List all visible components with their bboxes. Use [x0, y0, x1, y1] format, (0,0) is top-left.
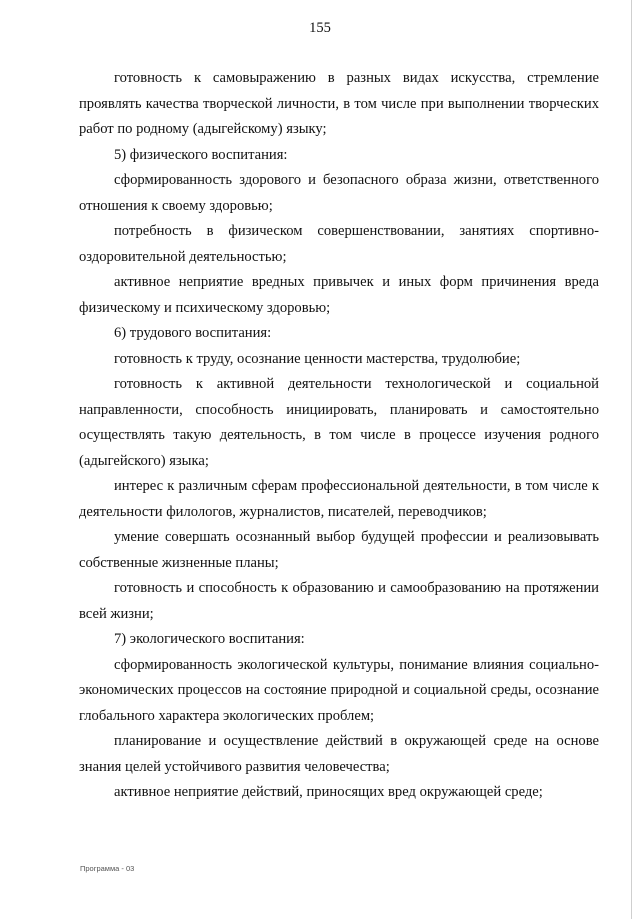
section-heading-physical: 5) физического воспитания: — [114, 146, 288, 163]
footer-label: Программа - 03 — [80, 864, 135, 873]
paragraph: готовность к труду, осознание ценности мастерства, трудолюбие; — [114, 350, 521, 367]
paragraph: активное неприятие действий, приносящих вред окружающей среде; — [114, 784, 543, 800]
page-edge-line — [631, 0, 632, 919]
paragraph: готовность к активной деятельности технологической и социальной направленности, способность инициировать, планировать и самостоятельно осуществлять такую деятельность, в том числе в процессе изучения родного (адыгейского) языка; — [79, 376, 599, 469]
paragraph: активное неприятие вредных привычек и иных форм причинения вреда физическому и психическому здоровью; — [79, 274, 599, 316]
paragraph: готовность и способность к образованию и самообразованию на протяжении всей жизни; — [79, 580, 599, 622]
paragraph: умение совершать осознанный выбор будущей профессии и реализовывать собственные жизненные планы; — [79, 529, 599, 571]
section-heading-ecological: 7) экологического воспитания: — [114, 631, 305, 647]
section-heading-labor: 6) трудового воспитания: — [114, 325, 272, 341]
paragraph: планирование и осуществление действий в окружающей среде на основе знания целей устойчивого развития человечества; — [79, 733, 599, 775]
paragraph: сформированность экологической культуры, понимание влияния социально-экономических процессов на состояние природной и социальной среды, осознание глобального характера экологических проблем; — [79, 656, 599, 724]
body-text — [79, 66, 599, 806]
paragraph: сформированность здорового и безопасного образа жизни, ответственного отношения к своему здоровью; — [79, 172, 599, 214]
paragraph: готовность к самовыражению в разных видах искусства, стремление проявлять качества творческой личности, в том числе при выполнении творческих работ по родному (адыгейскому) языку; — [79, 70, 599, 137]
paragraph: потребность в физическом совершенствовании, занятиях спортивно-оздоровительной деятельностью; — [79, 223, 599, 265]
page-number: 155 — [309, 20, 331, 36]
paragraph: интерес к различным сферам профессиональной деятельности, в том числе к деятельности филологов, журналистов, писателей, переводчиков; — [79, 478, 599, 520]
